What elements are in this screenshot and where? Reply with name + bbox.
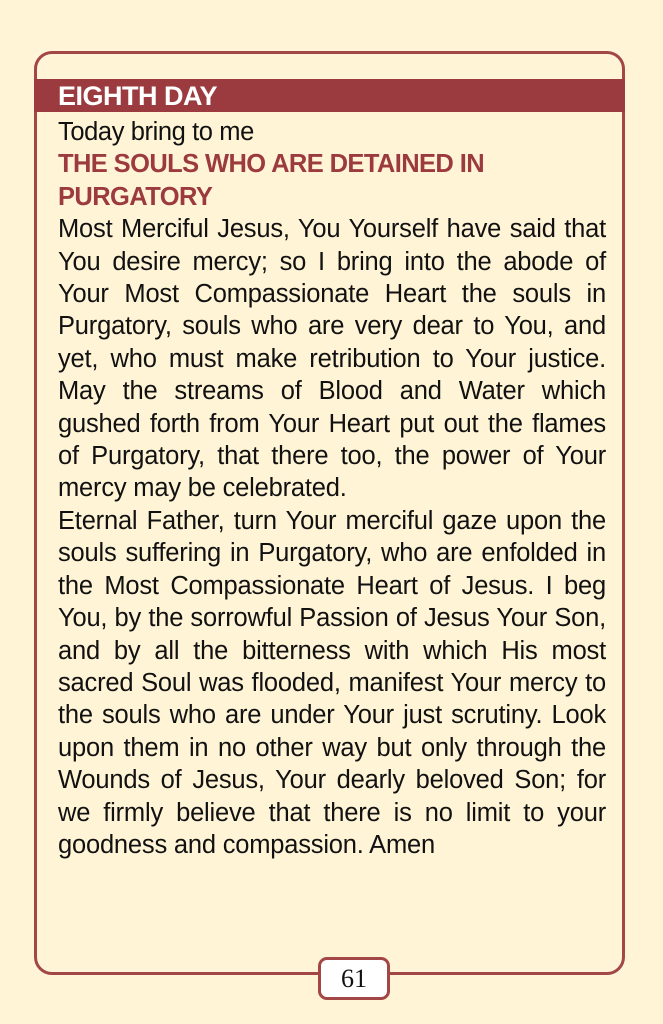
prayer-paragraph-2: Eternal Father, turn Your merciful gaze upon the souls suffering in Purgatory, who are enfolded in the Most Compassionate Heart of Jesus. I beg You, by the sorrowful Passion of Jesus Your Son, and by all the bitterness with which His most sacred Soul was flooded, manifest Your mercy to the souls who are under Your just scrutiny. Look upon them in no other way but only through the Wounds of Jesus, Your dearly beloved Son; for we firmly believe that there is no limit to your goodness and compassion. Amen — [58, 506, 606, 859]
prayer-paragraph-1: Most Merciful Jesus, You Yourself have said that You desire mercy; so I bring into the abode of Your Most Compassionate Heart the souls in Purgatory, souls who are very dear to You, and yet, who must make retribution to Your justice. May the streams of Blood and Water which gushed forth from Your Heart put out the flames of Purgatory, that there too, the power of Your mercy may be celebrated. — [58, 215, 606, 503]
page-number: 61 — [341, 964, 367, 993]
title-band — [34, 79, 625, 112]
intro-line: Today bring to me — [58, 118, 254, 146]
page-number-box — [318, 957, 390, 1000]
day-title: EIGHTH DAY — [58, 81, 218, 111]
prayer-heading: THE SOULS WHO ARE DETAINED IN PURGATORY — [58, 150, 485, 211]
prayer-content — [58, 116, 606, 861]
